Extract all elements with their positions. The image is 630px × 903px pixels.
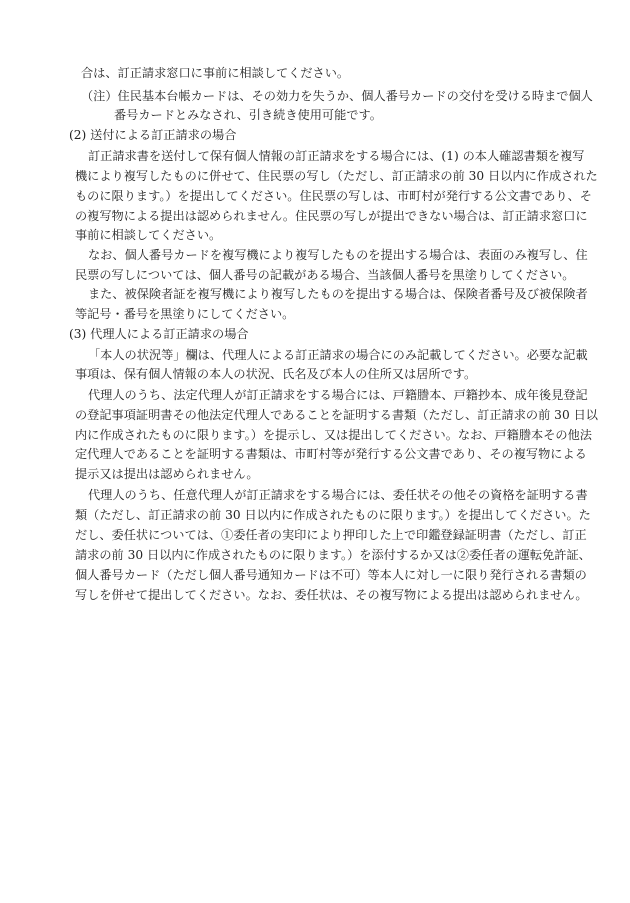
text-line: 民票の写しについては、個人番号の記載がある場合、当該個人番号を黒塗りしてください。	[75, 268, 575, 282]
text-line: なお、個人番号カードを複写機により複写したものを提出する場合は、表面のみ複写し、住	[88, 248, 588, 262]
text-line: 等記号・番号を黒塗りにしてください。	[75, 307, 295, 321]
text-line: 提示又は提出は認められません。	[75, 467, 259, 481]
note-line: 番号カードとみなされ、引き続き使用可能です。	[114, 108, 382, 122]
text-line: 代理人のうち、法定代理人が訂正請求をする場合には、戸籍謄本、戸籍抄本、成年後見登記	[88, 388, 588, 402]
text-line: 機により複写したものに併せて、住民票の写し（ただし、訂正請求の前 30 日以内に作成された	[75, 169, 598, 183]
text-line: 定代理人であることを証明する書類は、市町村等が発行する公文書であり、その複写物による	[75, 447, 587, 461]
section-heading: (3) 代理人による訂正請求の場合	[69, 327, 249, 341]
text-line: の登記事項証明書その他法定代理人であることを証明する書類（ただし、訂正請求の前 30 日以	[75, 408, 598, 422]
section-heading: (2) 送付による訂正請求の場合	[69, 128, 237, 142]
text-line: 「本人の状況等」欄は、代理人による訂正請求の場合にのみ記載してください。必要な記載	[88, 348, 588, 362]
text-line: 事項は、保有個人情報の本人の状況、氏名及び本人の住所又は居所です。	[75, 367, 477, 381]
text-line: 代理人のうち、任意代理人が訂正請求をする場合には、委任状その他その資格を証明する書	[88, 488, 588, 502]
note-line: （注）住民基本台帳カードは、その効力を失うか、個人番号カードの交付を受ける時まで個人	[81, 89, 593, 103]
text-line: また、被保険者証を複写機により複写したものを提出する場合は、保険者番号及び被保険者	[88, 287, 588, 301]
text-line: 内に作成されたものに限ります。）を提示し、又は提出してください。なお、戸籍謄本その他法	[75, 428, 592, 442]
text-line: 個人番号カード（ただし個人番号通知カードは不可）等本人に対し一に限り発行される書類の	[75, 568, 587, 582]
text-line: 類（ただし、訂正請求の前 30 日以内に作成されたものに限ります。）を提出してください。た	[75, 508, 591, 522]
text-line: だし、委任状については、①委任者の実印により押印した上で印鑑登録証明書（ただし、訂正	[75, 528, 587, 542]
text-line: 写しを併せて提出してください。なお、委任状は、その複写物による提出は認められません。	[75, 588, 588, 602]
text-line: 請求の前 30 日以内に作成されたものに限ります。）を添付するか又は②委任者の運転免許証、	[75, 548, 591, 562]
text-line: ものに限ります。）を提出してください。住民票の写しは、市町村が発行する公文書であり、そ	[75, 189, 592, 203]
text-line: 合は、訂正請求窓口に事前に相談してください。	[81, 66, 350, 80]
text-line: 事前に相談してください。	[75, 228, 222, 242]
text-line: 訂正請求書を送付して保有個人情報の訂正請求をする場合には、(1) の本人確認書類を複写	[88, 149, 585, 163]
text-line: の複写物による提出は認められません。住民票の写しが提出できない場合は、訂正請求窓口に	[75, 209, 588, 223]
